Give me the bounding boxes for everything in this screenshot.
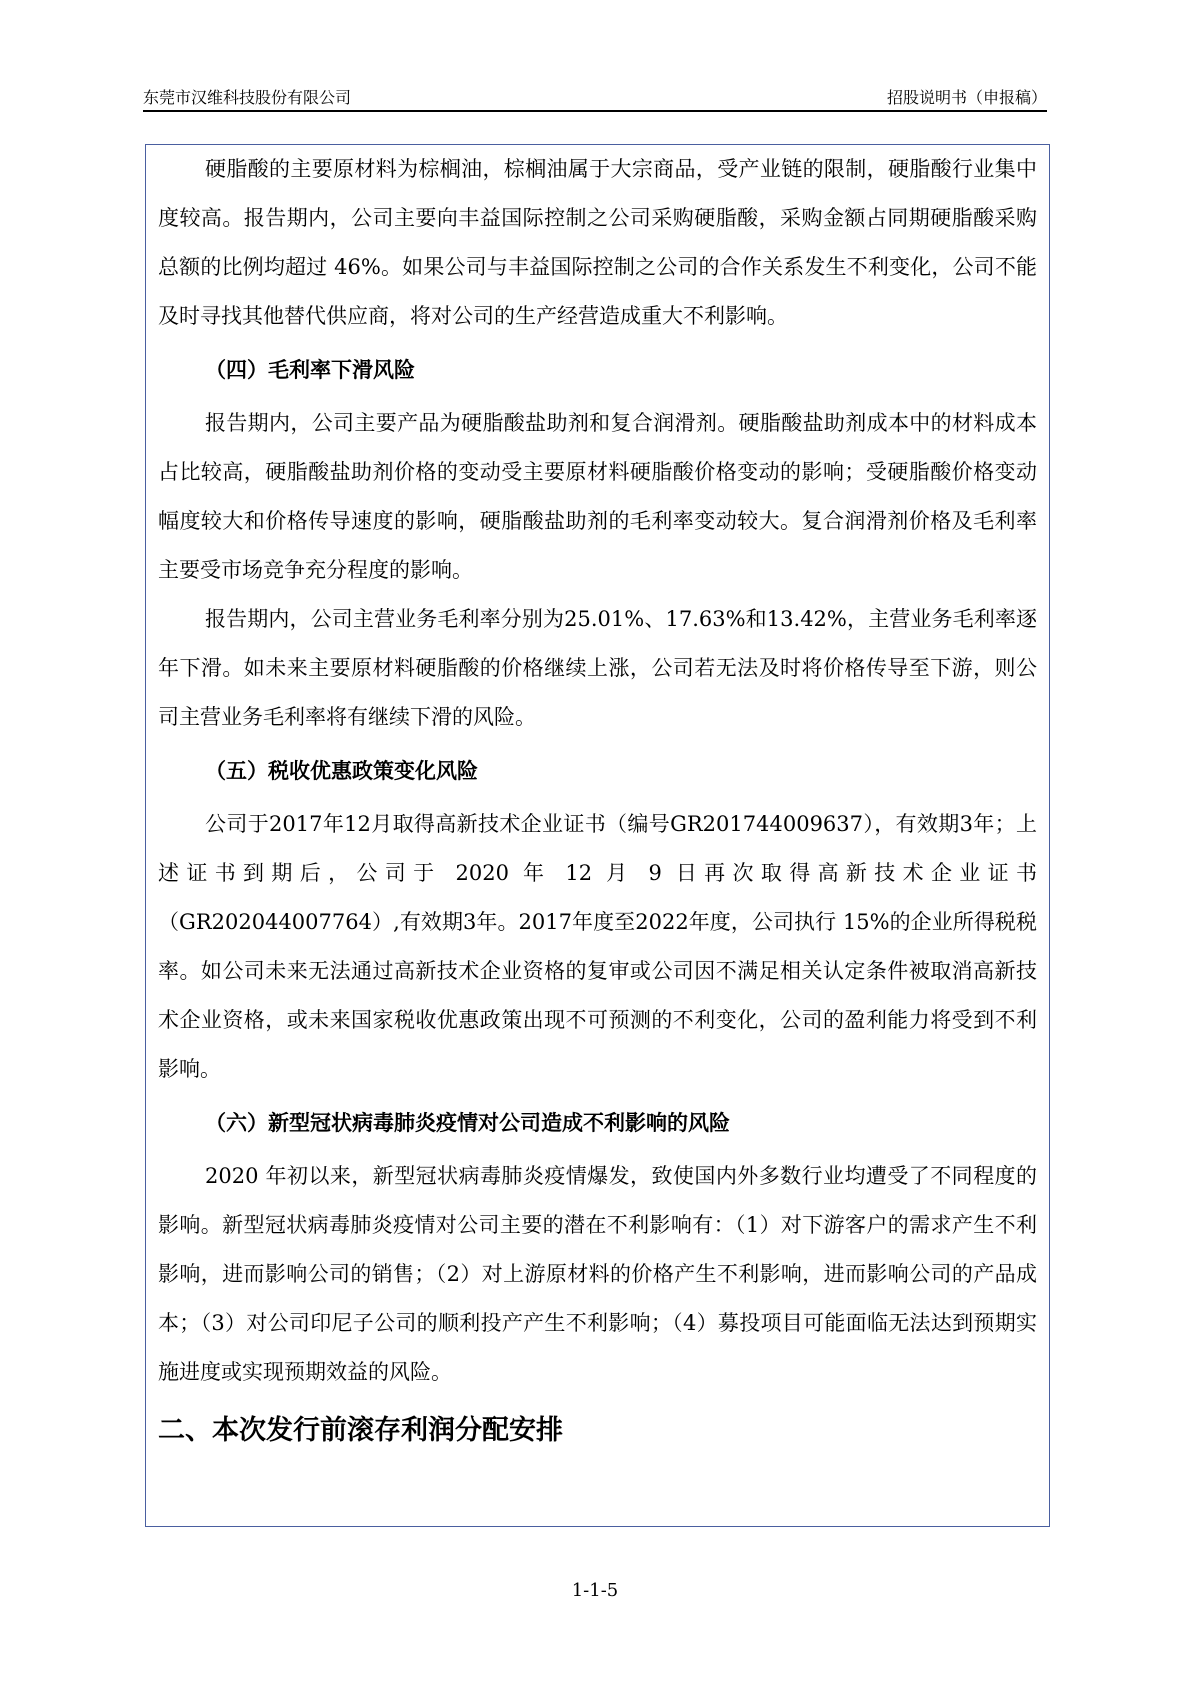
heading-covid-risk: （六）新型冠状病毒肺炎疫情对公司造成不利影响的风险: [205, 1111, 730, 1135]
content-body: [146, 145, 1049, 1459]
page-header: [143, 82, 1047, 112]
paragraph-tax-policy: 公司于2017年12月取得高新技术企业证书（编号GR201744009637），有效期3年；上述证书到期后，公司于 2020 年 12 月 9 日再次取得高新技术企业证书（GR202044007764）,有效期3年。2017年度至2022年度，公司执行 15%的企业所得税税率。如公司未来无法通过高新技术企业资格的复审或公司因不满足相关认定条件被取消高新技术企业资格，或未来国家税收优惠政策出现不可预测的不利变化，公司的盈利能力将受到不利影响。: [158, 812, 1037, 1081]
heading-tax-policy-risk: （五）税收优惠政策变化风险: [205, 759, 478, 783]
paragraph-gross-margin-1: 报告期内，公司主要产品为硬脂酸盐助剂和复合润滑剂。硬脂酸盐助剂成本中的材料成本占比较高，硬脂酸盐助剂价格的变动受主要原材料硬脂酸价格变动的影响；受硬脂酸价格变动幅度较大和价格传导速度的影响，硬脂酸盐助剂的毛利率变动较大。复合润滑剂价格及毛利率主要受市场竞争充分程度的影响。: [158, 411, 1037, 582]
paragraph-covid: 2020 年初以来，新型冠状病毒肺炎疫情爆发，致使国内外多数行业均遭受了不同程度的影响。新型冠状病毒肺炎疫情对公司主要的潜在不利影响有：（1）对下游客户的需求产生不利影响，进而影响公司的销售；（2）对上游原材料的价格产生不利影响，进而影响公司的产品成本；（3）对公司印尼子公司的顺利投产产生不利影响；（4）募投项目可能面临无法达到预期实施进度或实现预期效益的风险。: [158, 1164, 1037, 1384]
document-type: 招股说明书（申报稿）: [886, 88, 1047, 107]
paragraph-stearic-supplier: 硬脂酸的主要原材料为棕榈油，棕榈油属于大宗商品，受产业链的限制，硬脂酸行业集中度较高。报告期内，公司主要向丰益国际控制之公司采购硬脂酸，采购金额占同期硬脂酸采购总额的比例均超过 46%。如果公司与丰益国际控制之公司的合作关系发生不利变化，公司不能及时寻找其他替代供应商，将对公司的生产经营造成重大不利影响。: [158, 157, 1037, 328]
page-number: 1-1-5: [571, 1580, 619, 1601]
company-name: 东莞市汉维科技股份有限公司: [143, 88, 352, 107]
paragraph-gross-margin-2: 报告期内，公司主营业务毛利率分别为25.01%、17.63%和13.42%，主营业务毛利率逐年下滑。如未来主要原材料硬脂酸的价格继续上涨，公司若无法及时将价格传导至下游，则公司主营业务毛利率将有继续下滑的风险。: [158, 607, 1037, 729]
heading-gross-margin-risk: （四）毛利率下滑风险: [205, 358, 415, 382]
section-title-profit-distribution: 二、本次发行前滚存利润分配安排: [158, 1415, 563, 1446]
content-frame: [145, 144, 1050, 1527]
